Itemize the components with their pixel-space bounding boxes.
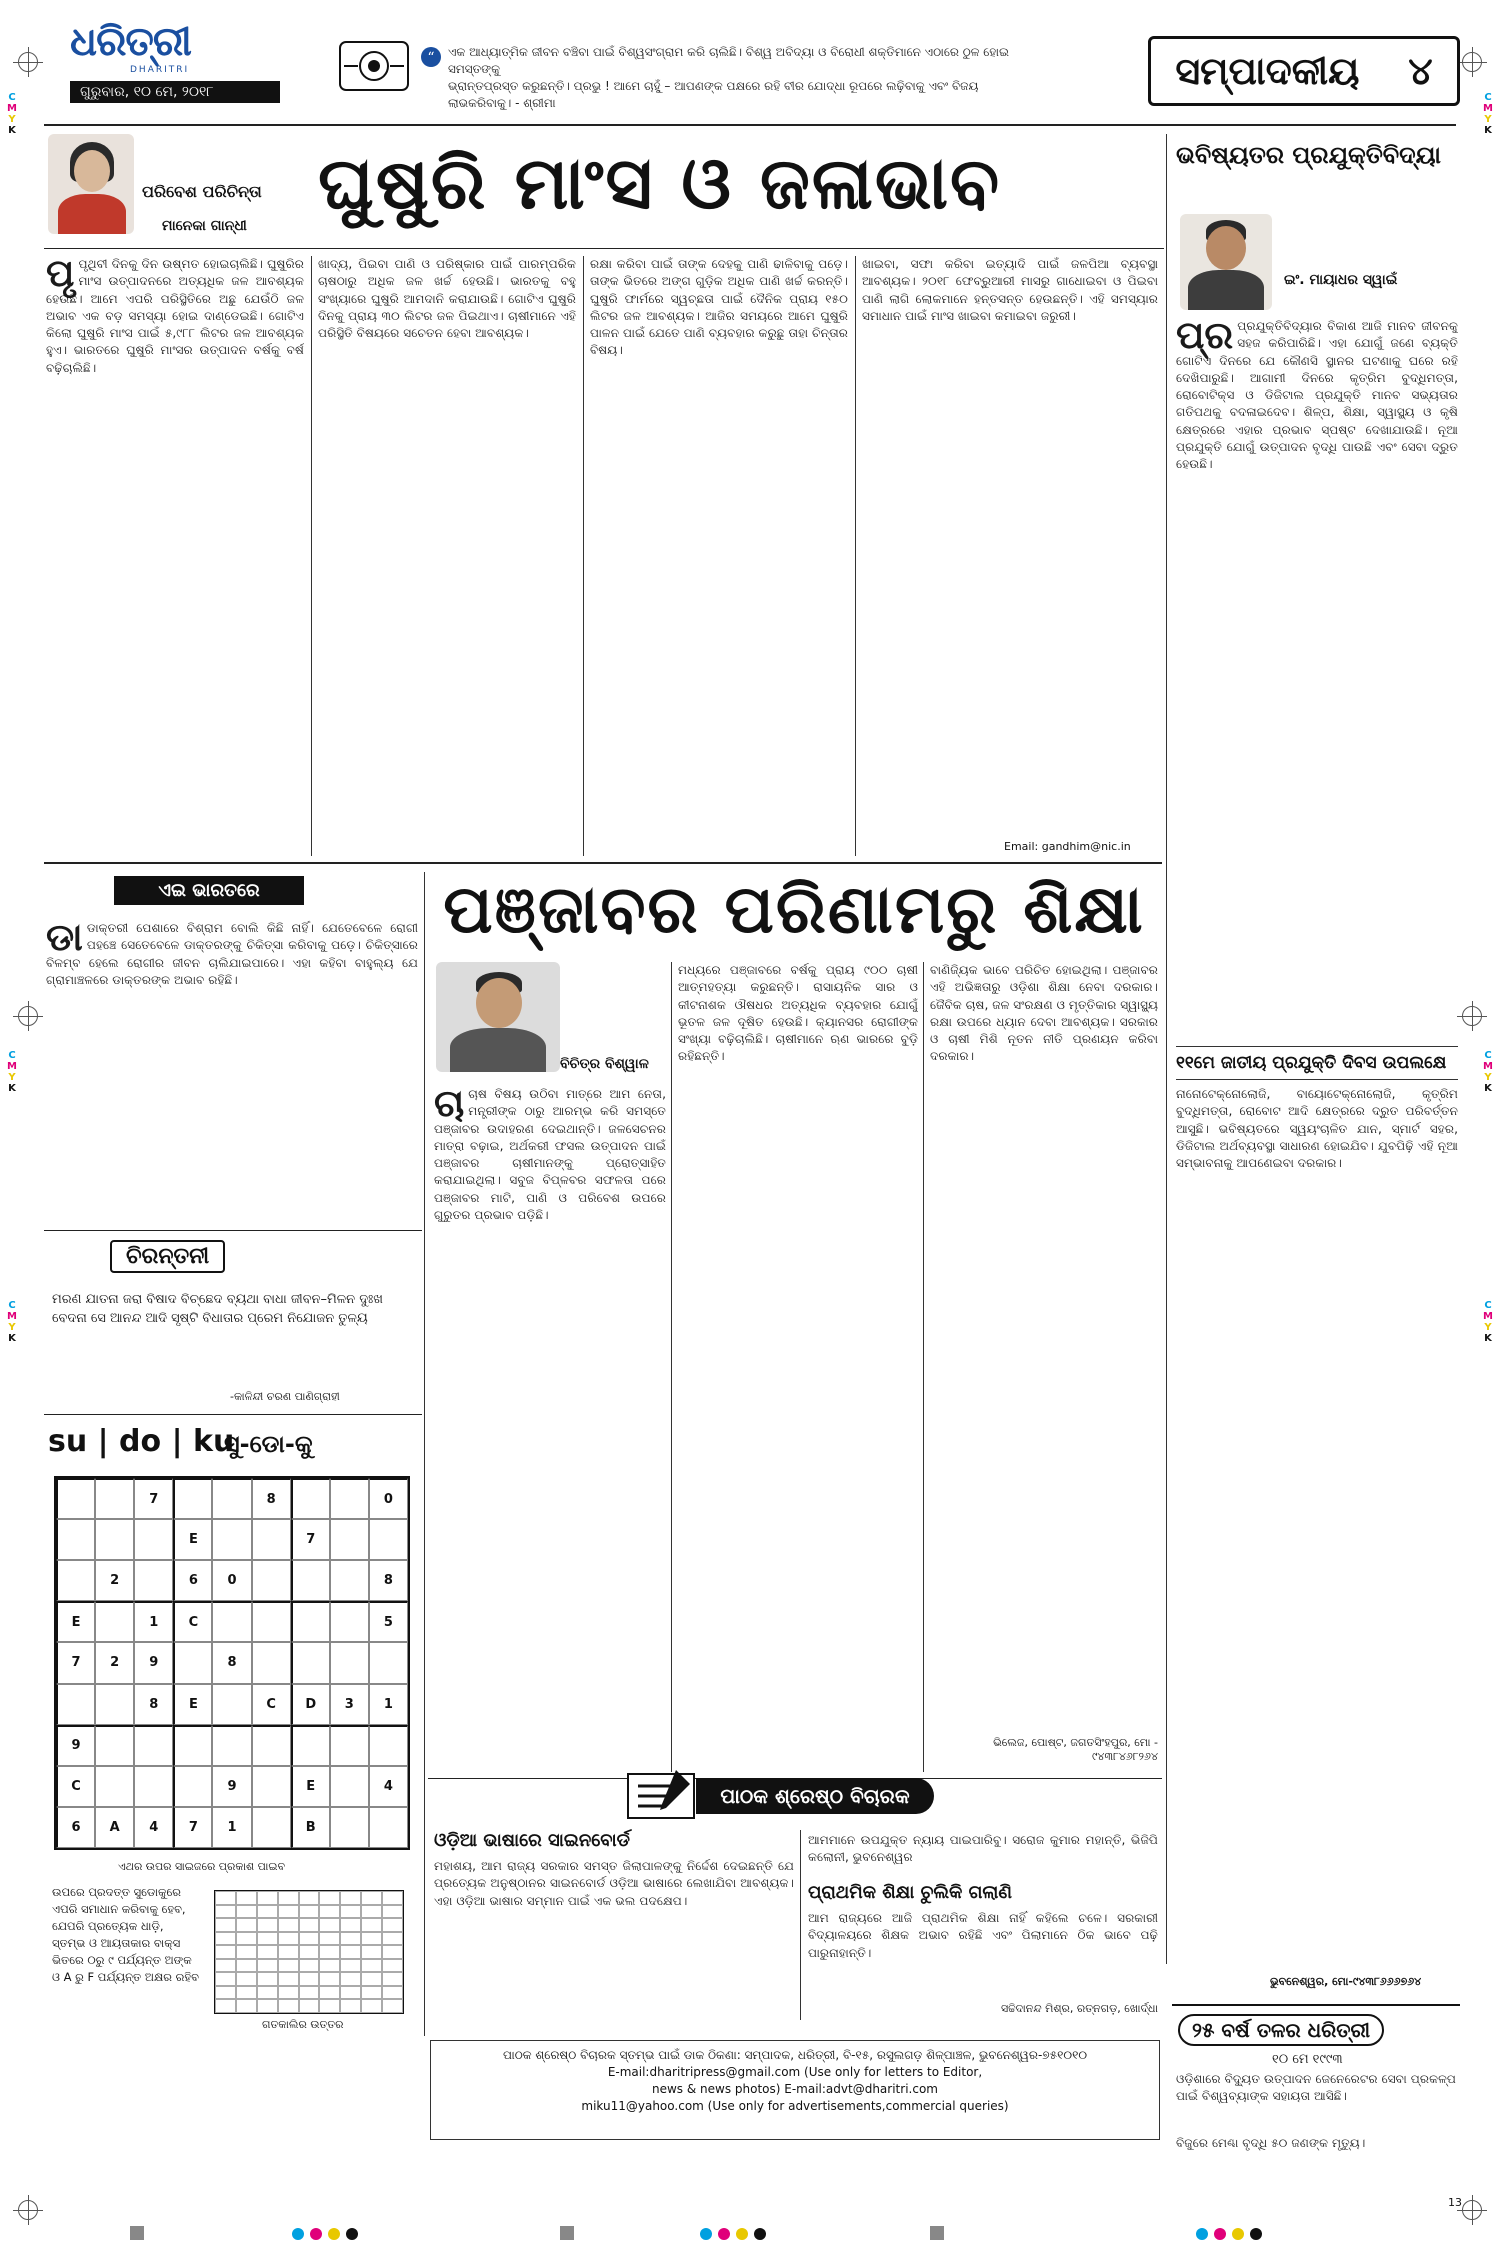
sudoku-cell[interactable] [212,1684,251,1725]
sudoku-cell[interactable] [291,1560,330,1601]
answer-cell [299,1918,320,1932]
sudoku-cell[interactable] [330,1725,369,1766]
sudoku-cell[interactable] [212,1725,251,1766]
article2-subhead: ୧୧ମେ ଜାତୀୟ ପ୍ରଯୁକ୍ତି ଦିବସ ଉପଲକ୍ଷେ [1176,1046,1458,1080]
years-ago-title: ୨୫ ବର୍ଷ ତଳର ଧରିତ୍ରୀ [1178,2014,1384,2046]
colour-bar-right [930,2226,944,2240]
sudoku-cell[interactable] [134,1519,173,1560]
ei-bharatare-dropcap: ଡା [46,920,83,959]
cmyk-marker-right-mid: C M Y K [1483,1050,1493,1094]
answer-cell [361,1891,382,1905]
sudoku-cell[interactable]: 0 [369,1478,408,1519]
answer-cell [382,1999,403,2013]
author-photo-mayadhar [1180,214,1272,310]
footer-line-3[interactable]: news & news photos) E-mail:advt@dharitri.com [652,2082,938,2096]
sudoku-cell[interactable]: 1 [134,1601,173,1642]
letter1-title: ଓଡ଼ିଆ ଭାଷାରେ ସାଇନବୋର୍ଡ [434,1830,630,1851]
answer-cell [299,1999,320,2013]
article1-kicker: ପରିବେଶ ପରିଚିନ୍ତା [142,182,262,201]
answer-cell [319,1918,340,1932]
answer-cell [382,1905,403,1919]
article1-col4: ଖାଇବା, ସଫା କରିବା ଇତ୍ୟାଦି ପାଇଁ ଜଳପିଆ ବ୍ୟବସ୍ଥା ଆବଶ୍ୟକ। ୨୦୧୮ ଫେବ୍ରୁଆରୀ ମାସରୁ ଗାଧୋଇବା ଓ ପିଇବା ପାଣି ଲାଗି ଲୋକମାନେ ହନ୍ତସନ୍ତ ହେଉଛନ୍ତି। ଏହି ସମସ୍ୟାର ସମାଧାନ ପାଇଁ ମାଂସ ଖାଇବା କମାଇବା ଜରୁରୀ। [862,257,1158,323]
answer-cell [215,1972,236,1986]
masthead [70,18,310,118]
footer-address-box [430,2040,1160,2140]
col-divider-4 [1166,134,1167,1964]
answer-cell [319,1932,340,1946]
colour-dots-mid [700,2228,766,2240]
sudoku-cell[interactable] [134,1766,173,1807]
footer-line-1: ପାଠକ ଶ୍ରେଷ୍ଠ ବିଚାରକ ସ୍ତମ୍ଭ ପାଇଁ ଡାକ ଠିକଣା: ସମ୍ପାଦକ, ଧରିତ୍ରୀ, ବି-୧୫, ରସୁଲଗଡ଼ ଶିଳ୍ପାଞ୍ଚଳ, ଭୁବନେଶ୍ୱର-୭୫୧୦୧୦ [502,2048,1088,2062]
article1-byline-rule [44,248,1164,249]
answer-cell [340,1999,361,2013]
registration-mark-top-left [18,52,38,72]
sudoku-cell[interactable] [56,1478,95,1519]
sudoku-cell[interactable] [95,1766,134,1807]
answer-cell [340,1945,361,1959]
sudoku-title-or: ସୁ-ଡୋ-କୁ [224,1430,313,1458]
sudoku-cell[interactable]: 9 [212,1766,251,1807]
cmyk-marker-left-mid: C M Y K [7,1050,17,1094]
answer-cell [299,1891,320,1905]
col-divider-7 [800,1830,801,2020]
answer-cell [340,1959,361,1973]
chirantani-rule [44,1414,422,1415]
readers-icon [626,1766,696,1820]
answer-cell [340,1891,361,1905]
footer-line-2[interactable]: E-mail:dharitripress@gmail.com (Use only for letters to Editor, [607,2065,983,2079]
date: ଗୁରୁବାର, ୧୦ ମେ, ୨୦୧୮ [70,81,280,103]
sudoku-cell[interactable]: 1 [212,1807,251,1848]
article3-col2: ମଧ୍ୟରେ ପଞ୍ଜାବରେ ବର୍ଷକୁ ପ୍ରାୟ ୯୦୦ ଚାଷୀ ଆତ୍ମହତ୍ୟା କରୁଛନ୍ତି। ରାସାୟନିକ ସାର ଓ କୀଟନାଶକ ଔଷଧର ଅତ୍ୟଧିକ ବ୍ୟବହାର ଯୋଗୁଁ ଭୂତଳ ଜଳ ଦୂଷିତ ହେଉଛି। କ୍ୟାନସର ରୋଗୀଙ୍କ ସଂଖ୍ୟା ବଢ଼ିଚାଲିଛି। ଚାଷୀମାନେ ଋଣ ଭାରରେ ବୁଡ଼ି ରହିଛନ୍ତି। [678,963,918,1064]
answer-cell [215,1959,236,1973]
col-divider-5 [671,962,672,1772]
sudoku-cell[interactable] [212,1601,251,1642]
page-number: ୪ [1408,48,1433,93]
sudoku-cell[interactable]: 1 [369,1684,408,1725]
col-divider-1 [311,256,312,856]
sudoku-cell[interactable]: 4 [369,1766,408,1807]
quote-line-1: ଏକ ଆଧ୍ୟାତ୍ମିକ ଜୀବନ ବଞ୍ଚିବା ପାଇଁ ବିଶ୍ୱସଂଗ୍ରାମ କରି ଚାଲିଛି। ବିଶ୍ୱ ଅବିଦ୍ୟା ଓ ବିରୋଧୀ ଶକ୍ତିମାନେ ଏଠାରେ ଠୁଳ ହୋଇ ସମସ୍ତଙ୍କୁ [448,45,1009,76]
answer-cell [257,1999,278,2013]
quote-icon [420,46,442,68]
sudoku-cell[interactable]: C [56,1766,95,1807]
letter2-title: ପ୍ରାଥମିକ ଶିକ୍ଷା ଚୁଲିକି ଗଲାଣି [808,1882,1013,1903]
col-divider-2 [583,256,584,856]
author-photo-bichitra [436,962,560,1072]
sudoku-cell[interactable] [330,1766,369,1807]
answer-cell [278,1959,299,1973]
col-divider-3 [855,256,856,856]
answer-cell [299,1972,320,1986]
author-photo-maneka [48,134,134,234]
answer-cell [319,1986,340,2000]
article3-headline: ପଞ୍ଜାବର ପରିଣାମରୁ ଶିକ୍ଷା [443,870,1145,948]
article2-body [1176,318,1458,1008]
answer-cell [361,1905,382,1919]
sudoku-note: ଏଥର ଉପର ସାଇଜରେ ପ୍ରକାଶ ପାଇବ [118,1860,286,1873]
page-marker: 13 [1448,2196,1462,2209]
article2-body2: ନାନୋଟେକ୍ନୋଲୋଜି, ବାୟୋଟେକ୍ନୋଲୋଜି, କୃତ୍ରିମ ବୁଦ୍ଧିମତ୍ତା, ରୋବୋଟ ଆଦି କ୍ଷେତ୍ରରେ ଦ୍ରୁତ ପରିବର୍ତ୍ତନ ଆସୁଛି। ଭବିଷ୍ୟତରେ ସ୍ୱୟଂଚାଳିତ ଯାନ, ସ୍ମାର୍ଟ ସହର, ଡିଜିଟାଲ ଅର୍ଥବ୍ୟବସ୍ଥା ସାଧାରଣ ହୋଇଯିବ। ଯୁବପିଢ଼ି ଏହି ନୂଆ ସମ୍ଭାବନାକୁ ଆପଣେଇବା ଦରକାର। [1176,1087,1458,1171]
sudoku-cell[interactable]: E [173,1684,212,1725]
answer-cell [236,1972,257,1986]
answer-cell [215,1999,236,2013]
sudoku-cell[interactable] [173,1478,212,1519]
svg-text:“: “ [427,50,435,66]
sudoku-cell[interactable]: 5 [369,1601,408,1642]
sudoku-cell[interactable] [369,1807,408,1848]
sudoku-cell[interactable] [173,1642,212,1683]
answer-cell [257,1945,278,1959]
sudoku-cell[interactable] [291,1642,330,1683]
answer-cell [299,1905,320,1919]
answer-cell [361,1999,382,2013]
answer-cell [257,1905,278,1919]
letter1-body: ମହାଶୟ, ଆମ ରାଜ୍ୟ ସରକାର ସମସ୍ତ ଜିଲାପାଳଙ୍କୁ ନିର୍ଦ୍ଦେଶ ଦେଇଛନ୍ତି ଯେ ପ୍ରତ୍ୟେକ ଅନୁଷ୍ଠାନର ସାଇନବୋର୍ଡ ଓଡ଼ିଆ ଭାଷାରେ ଲେଖାଯିବା ଆବଶ୍ୟକ। ଏହା ଓଡ଼ିଆ ଭାଷାର ସମ୍ମାନ ପାଇଁ ଏକ ଭଲ ପଦକ୍ଷେପ। [434,1859,794,1908]
colour-bar-mid [560,2226,574,2240]
answer-cell [382,1932,403,1946]
sudoku-cell[interactable] [291,1601,330,1642]
quote-box [420,44,1040,110]
sudoku-cell[interactable] [369,1642,408,1683]
article2-contact: ଭୁବନେଶ୍ୱର, ମୋ-୯୪୩୮୬୬୬୭୬୪ [1270,1975,1422,1988]
answer-cell [236,1986,257,2000]
article1-email[interactable]: Email: gandhim@nic.in [1004,840,1131,853]
answer-cell [361,1918,382,1932]
answer-cell [278,1918,299,1932]
answer-cell [257,1972,278,1986]
answer-cell [215,1986,236,2000]
sudoku-cell[interactable] [56,1560,95,1601]
article1-col3: ରକ୍ଷା କରିବା ପାଇଁ ତାଙ୍କ ଦେହକୁ ପାଣି ଢାଳିବାକୁ ପଡ଼େ। ତାଙ୍କ ଭିତରେ ଅଙ୍ଗ ଗୁଡ଼ିକ ଅଧିକ ପାଣି ଖର୍ଚ୍ଚ କରନ୍ତି। ଘୁଷୁରି ଫାର୍ମରେ ସ୍ୱଚ୍ଛତା ପାଇଁ ଦୈନିକ ପ୍ରାୟ ୧୫୦ ଲିଟର ଜଳ ଆବଶ୍ୟକ। ଆଜିର ସମୟରେ ଆମେ ଘୁଷୁରି ପାଳନ ପାଇଁ ଯେତେ ପାଣି ବ୍ୟବହାର କରୁଛୁ ତାହା ଚିନ୍ତାର ବିଷୟ। [590,257,848,358]
sudoku-cell[interactable]: 2 [95,1642,134,1683]
answer-cell [236,1918,257,1932]
readers-banner: ପାଠକ ଶ୍ରେଷ୍ଠ ବିଚାରକ [696,1778,934,1814]
answer-cell [278,1905,299,1919]
answer-cell [382,1945,403,1959]
answer-cell [382,1891,403,1905]
answer-cell [257,1918,278,1932]
ei-bharatare-title: ଏଇ ଭାରତରେ [114,876,304,905]
article3-col3: ବାଣିଜ୍ୟିକ ଭାବେ ପରିଚିତ ହୋଇଥିଲା। ପଞ୍ଜାବର ଏହି ଅଭିଜ୍ଞତାରୁ ଓଡ଼ିଶା ଶିକ୍ଷା ନେବା ଦରକାର। ଜୈବିକ ଚାଷ, ଜଳ ସଂରକ୍ଷଣ ଓ ମୃତ୍ତିକାର ସ୍ୱାସ୍ଥ୍ୟ ରକ୍ଷା ଉପରେ ଧ୍ୟାନ ଦେବା ଆବଶ୍ୟକ। ସରକାର ଓ ଚାଷୀ ମିଶି ନୂତନ ନୀତି ପ୍ରଣୟନ କରିବା ଦରକାର। [930,963,1158,1064]
sudoku-cell[interactable] [173,1725,212,1766]
answer-cell [361,1972,382,1986]
footer-line-4[interactable]: miku11@yahoo.com (Use only for advertisements,commercial queries) [581,2099,1009,2113]
sudoku-cell[interactable] [369,1519,408,1560]
article2-kicker: ଭବିଷ୍ୟତର ପ୍ରଯୁକ୍ତିବିଦ୍ୟା [1176,140,1441,169]
letter2-body: ଆମ ରାଜ୍ୟରେ ଆଜି ପ୍ରାଥମିକ ଶିକ୍ଷା ନାହିଁ କହିଲେ ଚଳେ। ସରକାରୀ ବିଦ୍ୟାଳୟରେ ଶିକ୍ଷକ ଅଭାବ ରହିଛି ଏବଂ ପିଲାମାନେ ଠିକ ଭାବେ ପଢ଼ି ପାରୁନାହାନ୍ତି। [808,1911,1158,1960]
article1-dropcap: ପୃ [46,256,75,295]
sudoku-cell[interactable] [95,1601,134,1642]
cmyk-marker-right-low: C M Y K [1483,1300,1493,1344]
letter1-sign: ଆମମାନେ ଉପଯୁକ୍ତ ନ୍ୟାୟ ପାଇପାରିବୁ। ସରୋଜ କୁମାର ମହାନ୍ତି, ଭିଜିପି କଲୋନୀ, ଭୁବନେଶ୍ୱର [808,1833,1158,1865]
logo-sub: DHARITRI [130,65,190,75]
sudoku-cell[interactable]: 0 [212,1560,251,1601]
sudoku-cell[interactable]: D [291,1684,330,1725]
col-divider-6 [923,962,924,1772]
sudoku-cell[interactable]: 7 [56,1642,95,1683]
answer-cell [215,1905,236,1919]
sudoku-cell[interactable] [330,1601,369,1642]
sudoku-cell[interactable] [369,1725,408,1766]
sudoku-cell[interactable] [252,1725,291,1766]
answer-cell [340,1972,361,1986]
colour-dots-left [292,2228,358,2240]
sudoku-cell[interactable] [330,1807,369,1848]
sudoku-cell[interactable] [252,1601,291,1642]
answer-cell [215,1932,236,1946]
ornament-icon [338,40,410,92]
sudoku-cell[interactable] [252,1560,291,1601]
colour-dots-right [1196,2228,1262,2240]
cmyk-marker-right-top: C M Y K [1483,92,1493,136]
col-divider-sudoku [424,872,425,2036]
article3-col1 [434,1086,666,1772]
sudoku-cell[interactable] [95,1519,134,1560]
sudoku-answer-label: ଗତକାଲିର ଉତ୍ତର [262,2018,344,2031]
sudoku-cell[interactable]: 8 [134,1684,173,1725]
ei-bharatare-body [46,920,418,1222]
sudoku-grid[interactable] [54,1476,410,1850]
article2-author: ଇଂ. ମାୟାଧର ସ୍ୱାଇଁ [1284,272,1398,288]
answer-cell [278,1986,299,2000]
sudoku-cell[interactable]: 7 [291,1519,330,1560]
chirantani-text: ମରଣ ଯାତନା ଜରା ବିଷାଦ ବିଚ୍ଛେଦ ବ୍ୟଥା ବାଧା ଜୀବନ–ମିଳନ ଦୁଃଖ ବେଦନା ସେ ଆନନ୍ଦ ଆଦି ସୃଷ୍ଟି ବିଧାତାର ପ୍ରେମ ନିଯୋଜନ ତୁଳ୍ୟ [52,1292,383,1326]
sudoku-cell[interactable] [330,1519,369,1560]
sudoku-cell[interactable]: 4 [134,1807,173,1848]
answer-cell [319,1905,340,1919]
sudoku-cell[interactable] [330,1560,369,1601]
letter2-sign: ସଚ୍ଚିଦାନନ୍ଦ ମିଶ୍ର, ରତ୍ନଗଡ଼, ଖୋର୍ଦ୍ଧା [1000,2002,1158,2015]
answer-cell [278,1891,299,1905]
section-box [1148,36,1460,106]
answer-cell [299,1959,320,1973]
sudoku-cell[interactable]: 8 [212,1642,251,1683]
registration-mark-top-right [1462,52,1482,72]
sudoku-cell[interactable]: 9 [56,1725,95,1766]
sudoku-cell[interactable] [95,1478,134,1519]
answer-cell [257,1986,278,2000]
answer-cell [319,1972,340,1986]
answer-cell [340,1918,361,1932]
sudoku-cell[interactable] [252,1642,291,1683]
sudoku-cell[interactable]: 6 [173,1560,212,1601]
answer-cell [257,1891,278,1905]
answer-cell [236,1891,257,1905]
sudoku-cell[interactable]: C [252,1684,291,1725]
sudoku-cell[interactable] [291,1478,330,1519]
article2-dropcap: ପ୍ର [1176,318,1234,357]
sudoku-cell[interactable] [252,1519,291,1560]
registration-mark-mid-right [1462,1006,1482,1026]
answer-cell [236,1932,257,1946]
sudoku-cell[interactable] [134,1725,173,1766]
answer-cell [361,1959,382,1973]
article1-headline: ଘୁଷୁରି ମାଂସ ଓ ଜଳାଭାବ [318,140,1002,225]
answer-cell [299,1986,320,2000]
colour-bar-left [130,2226,144,2240]
years-ago-box [1172,2004,1460,2204]
answer-cell [340,1986,361,2000]
chirantani-credit: -କାଳିନ୍ଦୀ ଚରଣ ପାଣିଗ୍ରାହୀ [230,1390,340,1403]
article1-author: ମାନେକା ଗାନ୍ଧୀ [162,218,247,234]
answer-cell [278,1932,299,1946]
sudoku-cell[interactable]: 2 [95,1560,134,1601]
answer-cell [257,1959,278,1973]
cmyk-marker-left-top: C M Y K [7,92,17,136]
article1-col2: ଖାଦ୍ୟ, ପିଇବା ପାଣି ଓ ପରିଷ୍କାର ପାଇଁ ପାରମ୍ପରିକ ଚାଷଠାରୁ ଅଧିକ ଜଳ ଖର୍ଚ୍ଚ ହେଉଛି। ଭାରତକୁ ବହୁ ସଂଖ୍ୟାରେ ଘୁଷୁରି ଆମଦାନି କରାଯାଉଛି। ଗୋଟିଏ ଘୁଷୁରି ଦିନକୁ ପ୍ରାୟ ୩୦ ଲିଟର ଜଳ ପିଇଥାଏ। ଚାଷୀମାନେ ଏହି ପରିସ୍ଥିତି ବିଷୟରେ ସଚେତନ ହେବା ଆବଶ୍ୟକ। [318,257,576,341]
sudoku-cell[interactable] [56,1519,95,1560]
article2-body-text: ପ୍ରଯୁକ୍ତିବିଦ୍ୟାର ବିକାଶ ଆଜି ମାନବ ଜୀବନକୁ ସହଜ କରିପାରିଛି। ଏହା ଯୋଗୁଁ ଜଣେ ବ୍ୟକ୍ତି ଗୋଟିଏ ଦିନରେ ଯେ କୌଣସି ସ୍ଥାନର ଘଟଣାକୁ ଘରେ ରହି ଦେଖିପାରୁଛି। ଆଗାମୀ ଦିନରେ କୃତ୍ରିମ ବୁଦ୍ଧିମତ୍ତା, ରୋବୋଟିକ୍ସ ଓ ଡିଜିଟାଲ ପ୍ରଯୁକ୍ତି ମାନବ ସଭ୍ୟତାର ଗତିପଥକୁ ବଦଳାଇଦେବ। ଶିଳ୍ପ, ଶିକ୍ଷା, ସ୍ୱାସ୍ଥ୍ୟ ଓ କୃଷି କ୍ଷେତ୍ରରେ ଏହାର ପ୍ରଭାବ ସ୍ପଷ୍ଟ ଦେଖାଯାଉଛି। ନୂଆ ପ୍ରଯୁକ୍ତି ଯୋଗୁଁ ଉତ୍ପାଦନ ବୃଦ୍ଧି ପାଉଛି ଏବଂ ସେବା ଦ୍ରୁତ ହେଉଛି। [1176,319,1458,472]
sudoku-cell[interactable] [95,1725,134,1766]
article3-author: ବିଚିତ୍ର ବିଶ୍ୱାଳ [560,1056,649,1072]
sudoku-cell[interactable]: 9 [134,1642,173,1683]
answer-cell [319,1999,340,2013]
answer-cell [382,1959,403,1973]
registration-mark-bottom-right [1462,2200,1482,2220]
sudoku-cell[interactable] [134,1560,173,1601]
sudoku-cell[interactable] [252,1807,291,1848]
article3-dropcap: ଚା [434,1086,465,1125]
sudoku-cell[interactable]: 7 [173,1807,212,1848]
sudoku-title-en: su | do | ku [48,1424,235,1459]
sudoku-cell[interactable] [330,1478,369,1519]
answer-cell [236,1999,257,2013]
answer-cell [299,1932,320,1946]
answer-cell [340,1932,361,1946]
answer-cell [382,1918,403,1932]
registration-mark-bottom-left [18,2200,38,2220]
sudoku-cell[interactable] [212,1478,251,1519]
answer-cell [215,1918,236,1932]
sudoku-cell[interactable]: 7 [134,1478,173,1519]
years-ago-date: ୧୦ ମେ ୧୯୯୩ [1272,2052,1343,2067]
sudoku-cell[interactable] [252,1766,291,1807]
sudoku-cell[interactable]: E [291,1766,330,1807]
cmyk-marker-left-low: C M Y K [7,1300,17,1344]
years-ago-item-2: ବିଜୁରେ ମେଣ୍ଢା ବୃଦ୍ଧି ୫୦ ଜଣଙ୍କ ମୃତ୍ୟୁ। [1176,2136,1366,2150]
article3-col1-text: ଚାଷ ବିଷୟ ଉଠିବା ମାତ୍ରେ ଆମ ନେତା, ମନ୍ତ୍ରୀଙ୍କ ଠାରୁ ଆରମ୍ଭ କରି ସମସ୍ତେ ପଞ୍ଜାବର ଉଦାହରଣ ଦେଇଥାନ୍ତି। ଜଳସେଚନର ମାତ୍ରା ବଢ଼ାଇ, ଅର୍ଥକରୀ ଫସଲ ଉତ୍ପାଦନ ପାଇଁ ପଞ୍ଜାବର ଚାଷୀମାନଙ୍କୁ ପ୍ରୋତ୍ସାହିତ କରାଯାଇଥିଲା। ସବୁଜ ବିପ୍ଳବର ସଫଳତା ପରେ ପଞ୍ଜାବର ମାଟି, ପାଣି ଓ ପରିବେଶ ଉପରେ ଗୁରୁତର ପ୍ରଭାବ ପଡ଼ିଛି। [434,1087,666,1223]
chirantani-title: ଚିରନ୍ତନୀ [110,1240,225,1273]
header-rule [44,124,1456,126]
sudoku-cell[interactable] [173,1766,212,1807]
sudoku-cell[interactable]: E [173,1519,212,1560]
answer-cell [319,1891,340,1905]
sudoku-cell[interactable]: B [291,1807,330,1848]
quote-line-2: ଭ୍ରାନ୍ତପ୍ରସ୍ତ କରୁଛନ୍ତି। ପ୍ରଭୁ ! ଆମେ ଚାହୁଁ – ଆପଣଙ୍କ ପକ୍ଷରେ ରହି ବୀର ଯୋଦ୍ଧା ରୂପରେ ଲଢ଼ିବାକୁ ଏବଂ ବିଜୟ ଲାଭକରିବାକୁ। - ଶ୍ରୀମା [448,79,979,110]
sudoku-cell[interactable] [212,1519,251,1560]
answer-cell [215,1891,236,1905]
answer-cell [299,1945,320,1959]
sudoku-cell[interactable] [330,1642,369,1683]
answer-cell [278,1945,299,1959]
answer-cell [382,1986,403,2000]
answer-cell [236,1945,257,1959]
logo: ଧରିତ୍ରୀ [70,18,191,65]
sudoku-instructions: ଉପରେ ପ୍ରଦତ୍ତ ସୁଡୋକୁରେ ଏପରି ସମାଧାନ କରିବାକୁ ହେବ, ଯେପରି ପ୍ରତ୍ୟେକ ଧାଡ଼ି, ସ୍ତମ୍ଭ ଓ ଆୟତାକାର ବାକ୍ସ ଭିତରେ ୦ରୁ ୯ ପର୍ଯ୍ୟନ୍ତ ଅଙ୍କ ଓ A ରୁ F ପର୍ଯ୍ୟନ୍ତ ଅକ୍ଷର ରହିବ [52,1885,199,1984]
sudoku-cell[interactable]: E [56,1601,95,1642]
registration-mark-mid-left [18,1006,38,1026]
sudoku-cell[interactable]: 8 [369,1560,408,1601]
ei-bharatare-text: ଡାକ୍ତରୀ ପେଶାରେ ବିଶ୍ରାମ ବୋଲି କିଛି ନାହିଁ। ଯେତେବେଳେ ରୋଗୀ ପହଞ୍ଚେ ସେତେବେଳେ ଡାକ୍ତରଙ୍କୁ ଚିକିତ୍ସା କରିବାକୁ ପଡ଼େ। ଚିକିତ୍ସାରେ ବିଳମ୍ବ ହେଲେ ରୋଗୀର ଜୀବନ ଚାଲିଯାଇପାରେ। ଏହା କହିବା ବାହୁଲ୍ୟ ଯେ ଗ୍ରାମାଞ୍ଚଳରେ ଡାକ୍ତରଙ୍କ ଅଭାବ ରହିଛି। [46,921,418,987]
answer-cell [257,1932,278,1946]
answer-cell [361,1986,382,2000]
sudoku-cell[interactable]: 8 [252,1478,291,1519]
mid-rule [44,862,1162,864]
sudoku-cell[interactable]: 3 [330,1684,369,1725]
sudoku-cell[interactable]: 6 [56,1807,95,1848]
answer-cell [340,1905,361,1919]
answer-cell [361,1945,382,1959]
answer-cell [361,1932,382,1946]
article3-contact: ଭିଲେଜ, ପୋଷ୍ଟ, ଜଗତସିଂହପୁର, ମୋ - ୯୪୩୮୪୬୮୨୬୪ [993,1736,1158,1763]
answer-cell [382,1972,403,1986]
sudoku-cell[interactable] [56,1684,95,1725]
sudoku-cell[interactable]: A [95,1807,134,1848]
sudoku-cell[interactable] [95,1684,134,1725]
sudoku-cell[interactable] [291,1725,330,1766]
article1-col1-text: ପୃଥିବୀ ଦିନକୁ ଦିନ ଉଷ୍ମତ ହୋଇଚାଲିଛି। ଘୁଷୁରିର ମାଂସ ଉତ୍ପାଦନରେ ଅତ୍ୟଧିକ ଜଳ ଆବଶ୍ୟକ ହେଉଛି। ଆମେ ଏପରି ପରିସ୍ଥିତିରେ ଅଛୁ ଯେଉଁଠି ଜଳ ଅଭାବ ଏକ ବଡ଼ ସମସ୍ୟା ହୋଇ ଦାଣ୍ଡେଇଛି। ଗୋଟିଏ କିଲୋ ଘୁଷୁରି ମାଂସ ପାଇଁ ୫,୯୮୮ ଲିଟର ଜଳ ଆବଶ୍ୟକ ହୁଏ। ଭାରତରେ ଘୁଷୁରି ମାଂସର ଉତ୍ପାଦନ ବର୍ଷକୁ ବର୍ଷ ବଢ଼ିଚାଲିଛି। [46,257,304,375]
section-title: ସମ୍ପାଦକୀୟ [1175,48,1360,93]
answer-cell [278,1972,299,1986]
answer-cell [236,1905,257,1919]
article1-col1 [46,256,304,856]
answer-cell [319,1945,340,1959]
ei-bharatare-rule [44,1230,422,1231]
sudoku-cell[interactable]: C [173,1601,212,1642]
years-ago-item-1: ଓଡ଼ିଶାରେ ବିଦ୍ୟୁତ ଉତ୍ପାଦନ ଜେନେରେଟର ସେବା ପ୍ରକଳ୍ପ ପାଇଁ ବିଶ୍ୱବ୍ୟାଙ୍କ ସହାୟତା ଆସିଛି। [1176,2072,1456,2104]
answer-cell [278,1999,299,2013]
answer-cell [319,1959,340,1973]
answer-cell [215,1945,236,1959]
answer-cell [236,1959,257,1973]
sudoku-answer-grid [214,1890,404,2014]
